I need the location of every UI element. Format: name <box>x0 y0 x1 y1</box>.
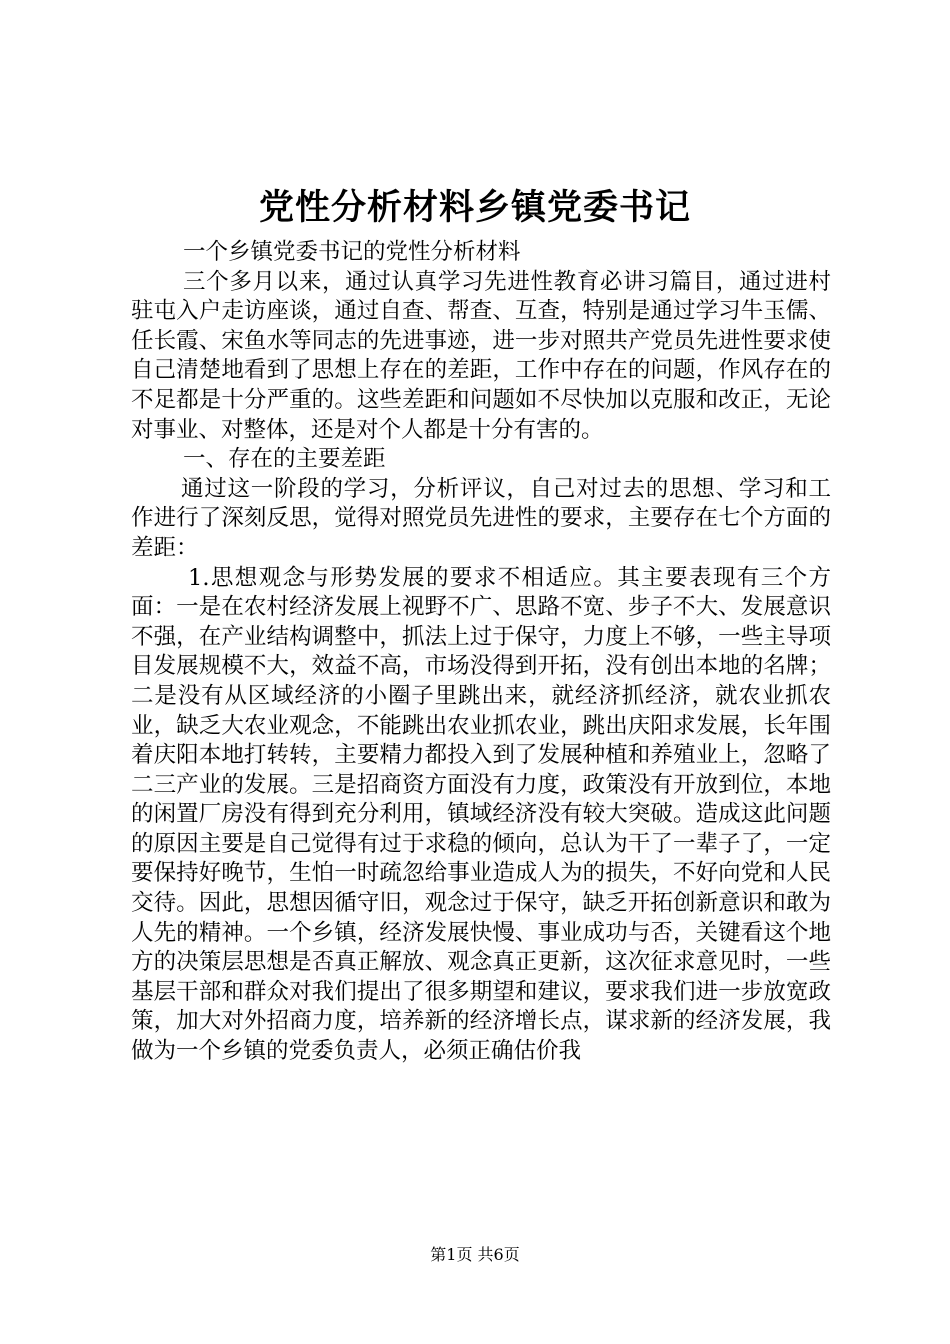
section-heading: 一、存在的主要差距 <box>183 446 386 473</box>
document-body <box>131 238 831 1067</box>
subtitle-paragraph: 一个乡镇党委书记的党性分析材料 <box>183 239 521 265</box>
intro-paragraph: 三个多月以来，通过认真学习先进性教育必讲习篇目，通过进村驻屯入户走访座谈，通过自查、帮查、互查，特别是通过学习牛玉儒、任长霞、宋鱼水等同志的先进事迹，进一步对照共产党员先进性要求使自己清楚地看到了思想上存在的差距，工作中存在的问题，作风存在的不足都是十分严重的。这些差距和问题如不尽快加以克服和改正，无论对事业、对整体，还是对个人都是十分有害的。 <box>131 268 831 443</box>
document-title: 党性分析材料乡镇党委书记 <box>258 187 691 228</box>
body-paragraph: 1.思想观念与形势发展的要求不相适应。其主要表现有三个方面：一是在农村经济发展上视野不广、思路不宽、步子不大、发展意识不强，在产业结构调整中，抓法上过于保守，力度上不够，一些主导项目发展规模不大，效益不高，市场没得到开拓，没有创出本地的名牌；二是没有从区域经济的小圈子里跳出来，就经济抓经济，就农业抓农业，缺乏大农业观念，不能跳出农业抓农业，跳出庆阳求发展，长年围着庆阳本地打转转，主要精力都投入到了发展种植和养殖业上，忽略了二三产业的发展。三是招商资方面没有力度，政策没有开放到位，本地的闲置厂房没有得到充分利用，镇域经济没有较大突破。造成这此问题的原因主要是自己觉得有过于求稳的倾向，总认为干了一辈子了，一定要保持好晚节，生怕一时疏忽给事业造成人为的损失，不好向党和人民交待。因此，思想因循守旧，观念过于保守，缺乏开拓创新意识和敢为人先的精神。一个乡镇，经济发展快慢、事业成功与否，关键看这个地方的决策层思想是否真正解放、观念真正更新，这次征求意见时，一些基层干部和群众对我们提出了很多期望和建议，要求我们进一步放宽政策，加大对外招商力度，培养新的经济增长点，谋求新的经济发展，我做为一个乡镇的党委负责人，必须正确估价我 <box>131 564 831 1065</box>
page-footer: 第1页 共6页 <box>430 1245 520 1264</box>
body-paragraph: 通过这一阶段的学习，分析评议，自己对过去的思想、学习和工作进行了深刻反思，觉得对照党员先进性的要求，主要存在七个方面的差距： <box>131 475 831 561</box>
